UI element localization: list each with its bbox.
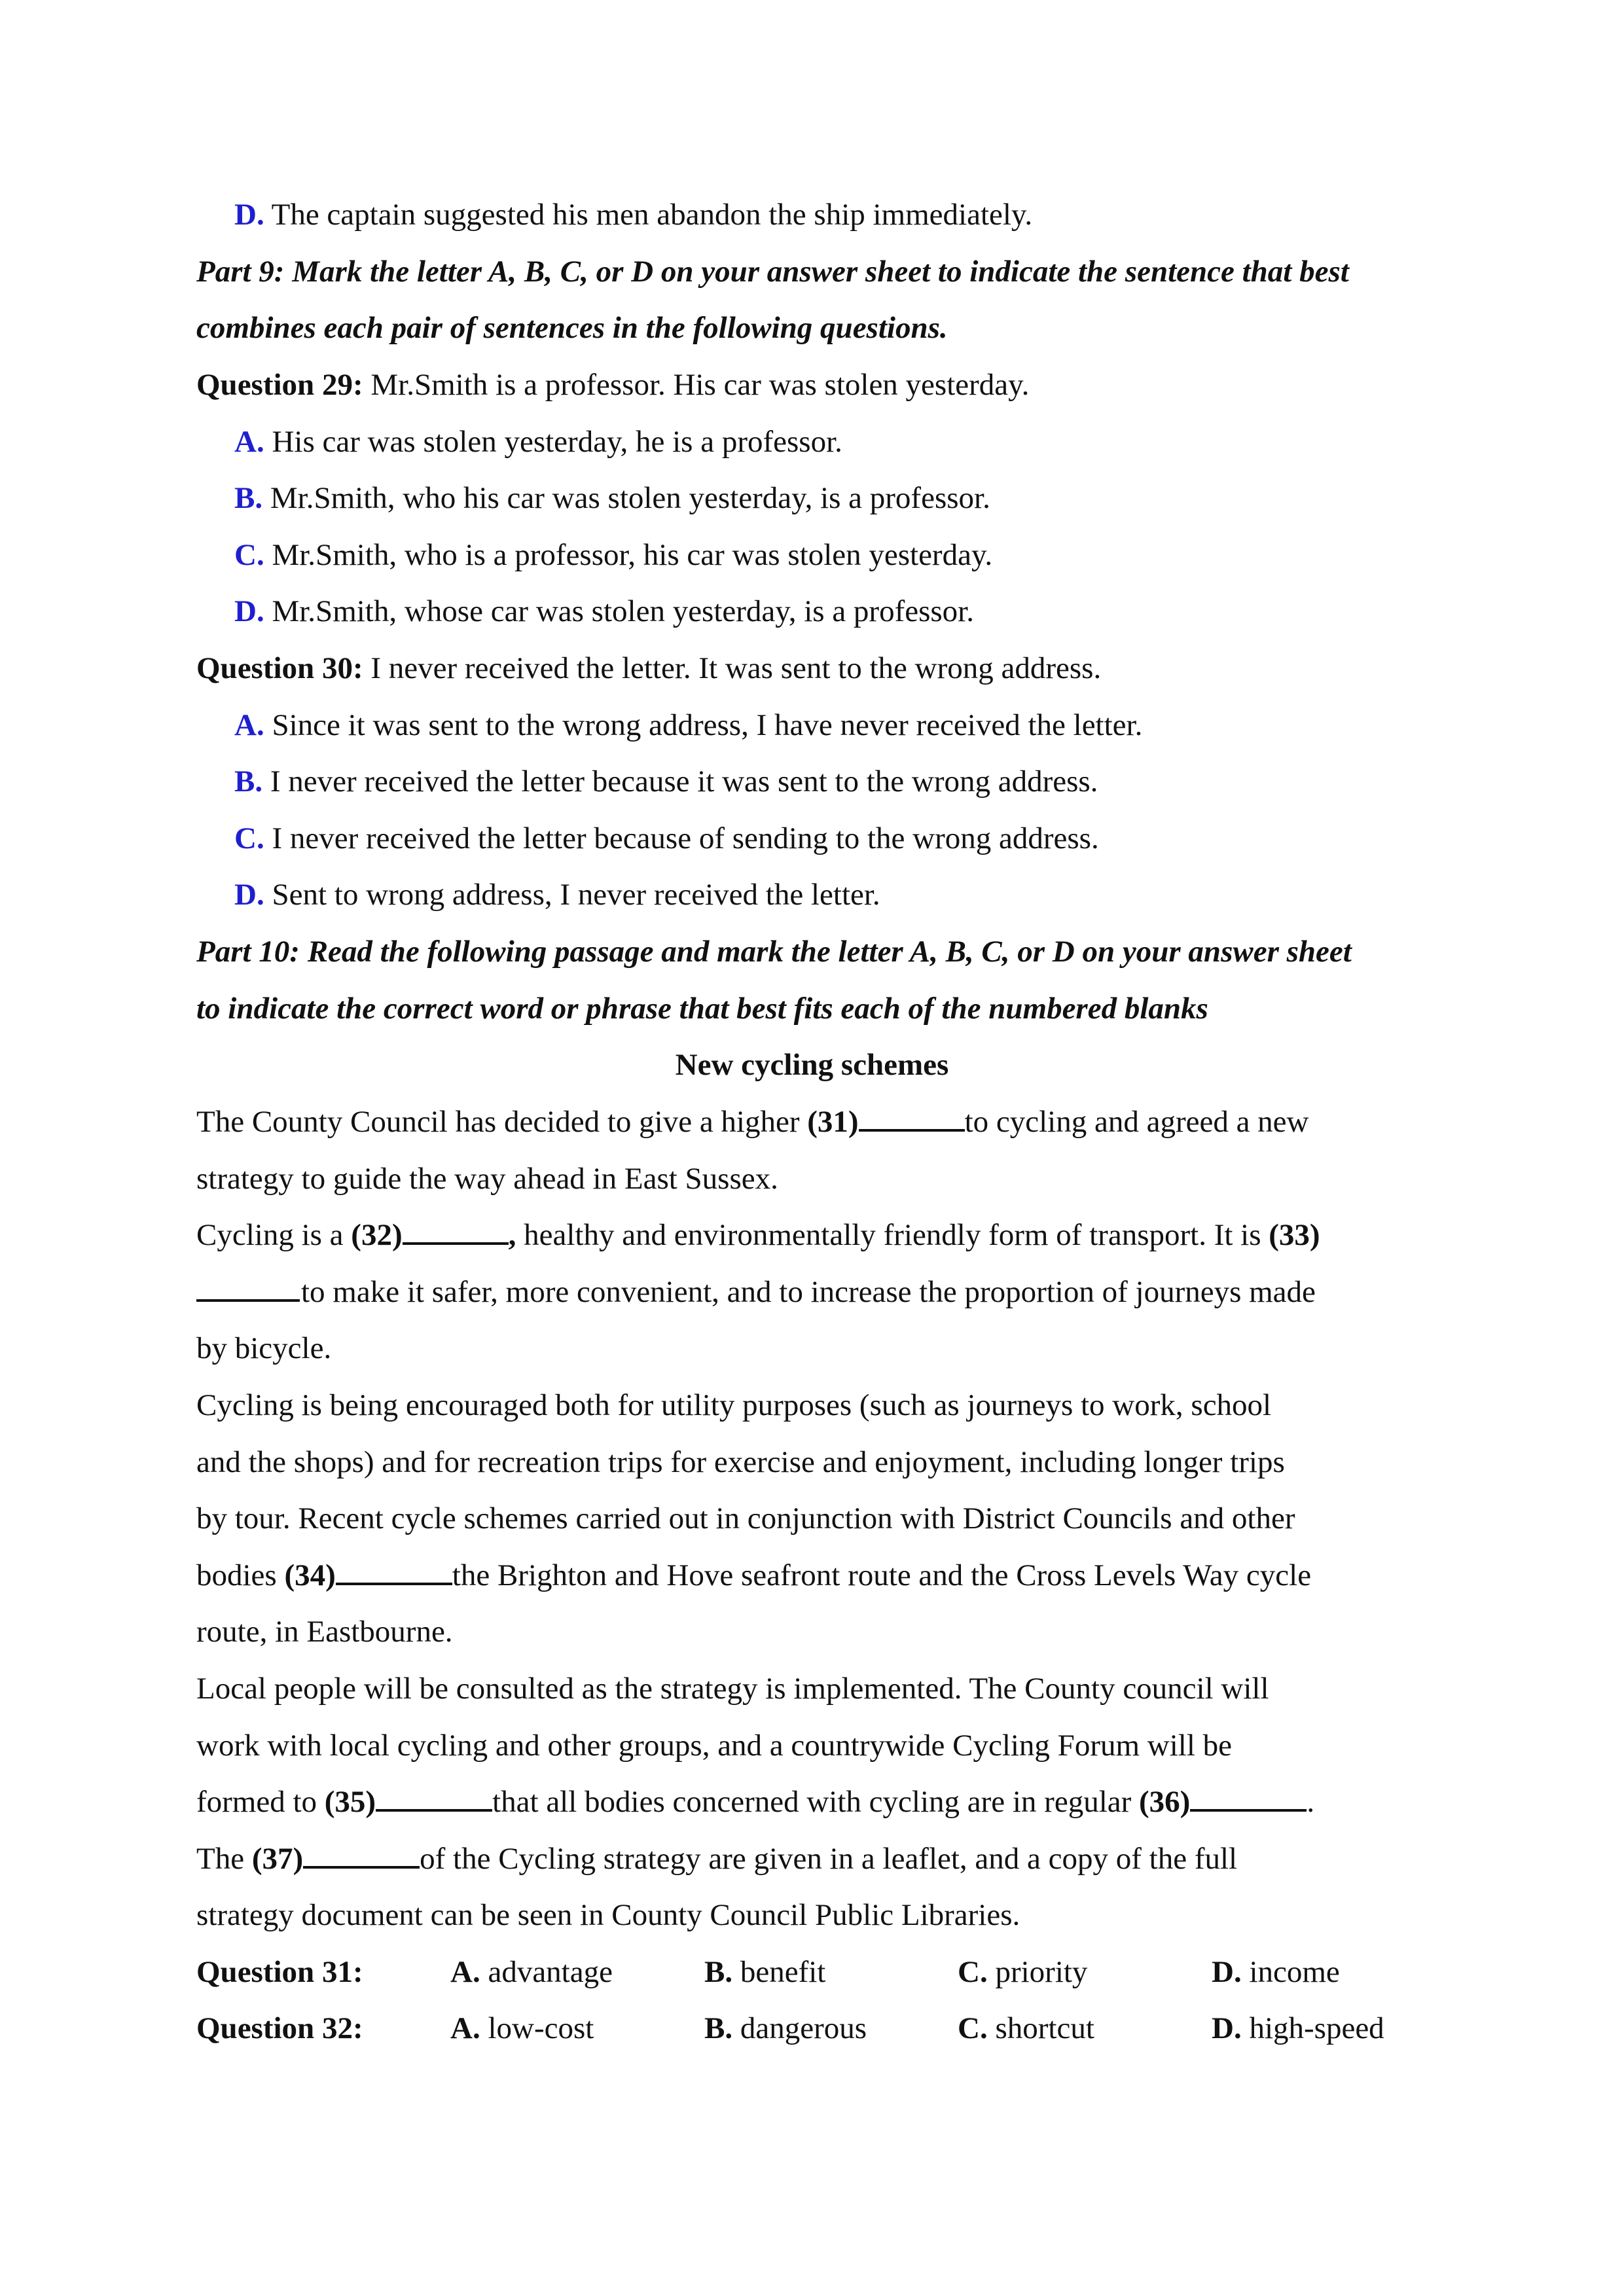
passage-line: strategy to guide the way ahead in East Sussex. — [196, 1162, 778, 1196]
option-text: Mr.Smith, who his car was stolen yesterday, is a professor. — [270, 481, 990, 515]
option-letter: A. — [234, 425, 264, 459]
passage-text: to make it safer, more convenient, and to increase the proportion of journeys made — [301, 1275, 1316, 1309]
q29-option-c — [234, 535, 1478, 575]
passage-text: of the Cycling strategy are given in a leaflet, and a copy of the full — [420, 1842, 1238, 1876]
passage-comma: , — [508, 1218, 516, 1252]
option-text: Since it was sent to the wrong address, I have never received the letter. — [272, 708, 1143, 742]
option-text: I never received the letter because of sending to the wrong address. — [272, 821, 1099, 855]
q32-option-b — [704, 2009, 867, 2048]
blank-34 — [336, 1558, 452, 1585]
blank-number-33: (33) — [1269, 1218, 1320, 1252]
q32-option-c — [958, 2009, 1094, 2048]
option-text: income — [1249, 1955, 1340, 1989]
passage-line — [196, 1556, 1440, 1595]
option-text: Mr.Smith, whose car was stolen yesterday, is a professor. — [272, 594, 974, 628]
q30-option-c — [234, 819, 1478, 858]
question-30 — [196, 649, 1440, 688]
question-label: Question 31: — [196, 1955, 363, 1989]
q31-option-a — [450, 1952, 613, 1992]
passage-line: and the shops) and for recreation trips for exercise and enjoyment, including longer trips — [196, 1445, 1285, 1479]
passage-line: Local people will be consulted as the strategy is implemented. The County council will — [196, 1672, 1269, 1706]
passage-title: New cycling schemes — [675, 1048, 949, 1082]
part10-instruction-line1: Part 10: Read the following passage and mark the letter A, B, C, or D on your answer sheet — [196, 935, 1352, 969]
passage-text: that all bodies concerned with cycling are in regular — [492, 1785, 1140, 1819]
option-text: I never received the letter because it was sent to the wrong address. — [270, 764, 1098, 798]
passage-line — [196, 1839, 1440, 1878]
passage-text: to cycling and agreed a new — [964, 1105, 1309, 1139]
passage-line — [196, 1215, 1440, 1255]
blank-number-31: (31) — [807, 1105, 859, 1139]
question-32 — [196, 2009, 1440, 2048]
passage-line — [196, 1272, 1440, 1312]
passage-text: bodies — [196, 1558, 285, 1592]
blank-number-34: (34) — [284, 1558, 336, 1592]
passage-text: formed to — [196, 1785, 325, 1819]
q32-option-d — [1212, 2009, 1384, 2048]
passage-line: route, in Eastbourne. — [196, 1615, 453, 1649]
option-text: dangerous — [740, 2011, 867, 2045]
passage-text: . — [1307, 1785, 1315, 1819]
option-text: advantage — [488, 1955, 613, 1989]
option-letter: D. — [1212, 1955, 1242, 1989]
question-31 — [196, 1952, 1440, 1992]
option-text: low-cost — [488, 2011, 594, 2045]
q29-option-a — [234, 422, 1478, 461]
part10-instruction-line2: to indicate the correct word or phrase that best fits each of the numbered blanks — [196, 992, 1208, 1026]
option-text: high-speed — [1249, 2011, 1384, 2045]
option-text: Mr.Smith, who is a professor, his car was stolen yesterday. — [272, 538, 993, 572]
passage-text: The County Council has decided to give a higher — [196, 1105, 808, 1139]
blank-36 — [1190, 1784, 1307, 1812]
passage-text: Cycling is a — [196, 1218, 352, 1252]
option-text: Sent to wrong address, I never received the letter. — [272, 878, 880, 912]
option-text: shortcut — [995, 2011, 1094, 2045]
blank-number-32: (32) — [351, 1218, 403, 1252]
option-letter: B. — [234, 764, 263, 798]
q31-option-b — [704, 1952, 825, 1992]
option-letter: B. — [704, 1955, 733, 1989]
passage-line: work with local cycling and other groups, and a countrywide Cycling Forum will be — [196, 1729, 1233, 1763]
part9-instruction-line2: combines each pair of sentences in the following questions. — [196, 311, 948, 345]
question-label: Question 30: — [196, 651, 363, 685]
q31-option-c — [958, 1952, 1087, 1992]
option-letter: B. — [234, 481, 263, 515]
passage-text: the Brighton and Hove seafront route and the Cross Levels Way cycle — [452, 1558, 1312, 1592]
question-29 — [196, 365, 1440, 404]
blank-number-37: (37) — [251, 1842, 304, 1876]
option-letter: C. — [958, 2011, 988, 2045]
option-letter: D. — [234, 198, 264, 232]
option-letter: C. — [234, 821, 264, 855]
option-letter: A. — [450, 2011, 480, 2045]
option-text: His car was stolen yesterday, he is a professor. — [272, 425, 842, 459]
passage-text: The — [196, 1842, 252, 1876]
blank-35 — [376, 1784, 492, 1812]
blank-37 — [303, 1841, 420, 1869]
question-label: Question 32: — [196, 2011, 363, 2045]
option-letter: D. — [234, 878, 264, 912]
option-text: The captain suggested his men abandon the ship immediately. — [271, 198, 1033, 232]
option-letter: A. — [234, 708, 264, 742]
passage-line: Cycling is being encouraged both for utility purposes (such as journeys to work, school — [196, 1388, 1272, 1422]
q29-option-b — [234, 478, 1478, 518]
question-text: I never received the letter. It was sent to the wrong address. — [370, 651, 1102, 685]
blank-33 — [196, 1274, 300, 1302]
passage-line — [196, 1782, 1440, 1821]
option-letter: C. — [234, 538, 264, 572]
option-letter: C. — [958, 1955, 988, 1989]
passage-text: healthy and environmentally friendly form of transport. It is — [516, 1218, 1269, 1252]
blank-number-35: (35) — [324, 1785, 376, 1819]
passage-line: strategy document can be seen in County Council Public Libraries. — [196, 1898, 1020, 1932]
q30-option-a — [234, 706, 1478, 745]
option-letter: B. — [704, 2011, 733, 2045]
q28-option-d — [234, 195, 1478, 234]
q30-option-d — [234, 875, 1478, 914]
option-letter: D. — [234, 594, 264, 628]
question-label: Question 29: — [196, 368, 363, 402]
q32-option-a — [450, 2009, 594, 2048]
q30-option-b — [234, 762, 1478, 801]
q29-option-d — [234, 592, 1478, 631]
blank-32 — [403, 1217, 509, 1245]
option-text: benefit — [740, 1955, 826, 1989]
question-text: Mr.Smith is a professor. His car was stolen yesterday. — [370, 368, 1030, 402]
blank-31 — [859, 1104, 965, 1132]
option-text: priority — [995, 1955, 1088, 1989]
q31-option-d — [1212, 1952, 1340, 1992]
part9-instruction-line1: Part 9: Mark the letter A, B, C, or D on your answer sheet to indicate the sentence that best — [196, 255, 1349, 289]
passage-line: by tour. Recent cycle schemes carried out in conjunction with District Councils and other — [196, 1501, 1295, 1535]
passage-line — [196, 1102, 1440, 1141]
blank-number-36: (36) — [1139, 1785, 1191, 1819]
option-letter: D. — [1212, 2011, 1242, 2045]
passage-line: by bicycle. — [196, 1331, 332, 1365]
option-letter: A. — [450, 1955, 480, 1989]
